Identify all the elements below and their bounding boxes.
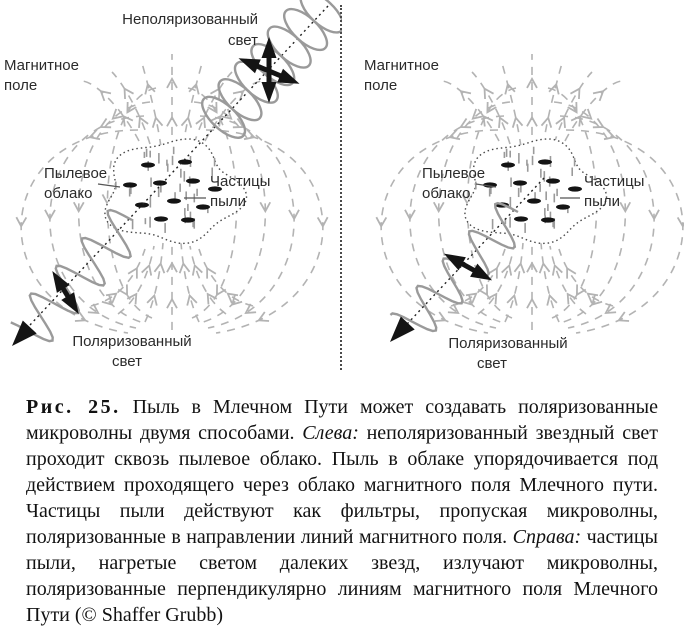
label-polarized-light-line2: свет	[111, 353, 143, 370]
label-magnetic-field-line2: поле	[364, 77, 398, 94]
left-diagram-starlight-through-dust	[0, 0, 342, 378]
caption-segment-italic: Справа:	[512, 526, 582, 548]
caption-segment-normal: Пыль в Млечном Пути может создавать поляризованные микроволны двумя способами.	[26, 396, 658, 444]
caption-segment-normal: частицы пыли, нагретые светом далеких звезд, излучают микроволны, поляризованные перпендикулярно линиям магнитного поля Млечного Пути (© Shaffer Grubb)	[26, 526, 658, 626]
figure-caption	[0, 386, 684, 626]
label-magnetic-field-line1: Магнитное	[364, 57, 439, 74]
label-magnetic-field-line1: Магнитное	[4, 57, 79, 74]
label-polarized-light-line1: Поляризованный	[72, 333, 192, 350]
label-dust-particles-line2: пыли	[210, 193, 247, 210]
caption-segment-normal: неполяризованный звездный свет проходит сквозь пылевое облако. Пыль в облаке упорядочивается под действием проходящего через облако магнитного поля Млечного пути. Частицы пыли действуют как фильтры, пропуская микроволны, поляризованные в направлении линий магнитного поля.	[26, 422, 659, 548]
caption-segment-italic: Слева:	[302, 422, 359, 444]
label-dust-particles-line1: Частицы	[210, 173, 271, 190]
label-dust-particles-line1: Частицы	[584, 173, 645, 190]
label-dust-cloud-line1: Пылевое	[422, 165, 486, 182]
right-diagram-dust-emitting-microwaves	[342, 0, 684, 378]
label-dust-cloud-line2: облако	[44, 185, 93, 202]
caption-segment-figure_number: Рис. 25.	[26, 396, 121, 418]
dust-cloud	[105, 139, 247, 243]
label-dust-cloud-line2: облако	[422, 185, 471, 202]
label-unpolarized-light-line1: Неполяризованный	[122, 11, 258, 28]
label-dust-cloud-line1: Пылевое	[44, 165, 108, 182]
label-magnetic-field-line2: поле	[4, 77, 38, 94]
label-dust-particles-line2: пыли	[584, 193, 621, 210]
polarized-wave	[11, 210, 132, 341]
label-unpolarized-light-line2: свет	[227, 32, 258, 49]
dust-cloud	[465, 139, 607, 243]
label-polarized-light-line1: Поляризованный	[448, 335, 568, 352]
label-polarized-light-line2: свет	[476, 355, 508, 372]
